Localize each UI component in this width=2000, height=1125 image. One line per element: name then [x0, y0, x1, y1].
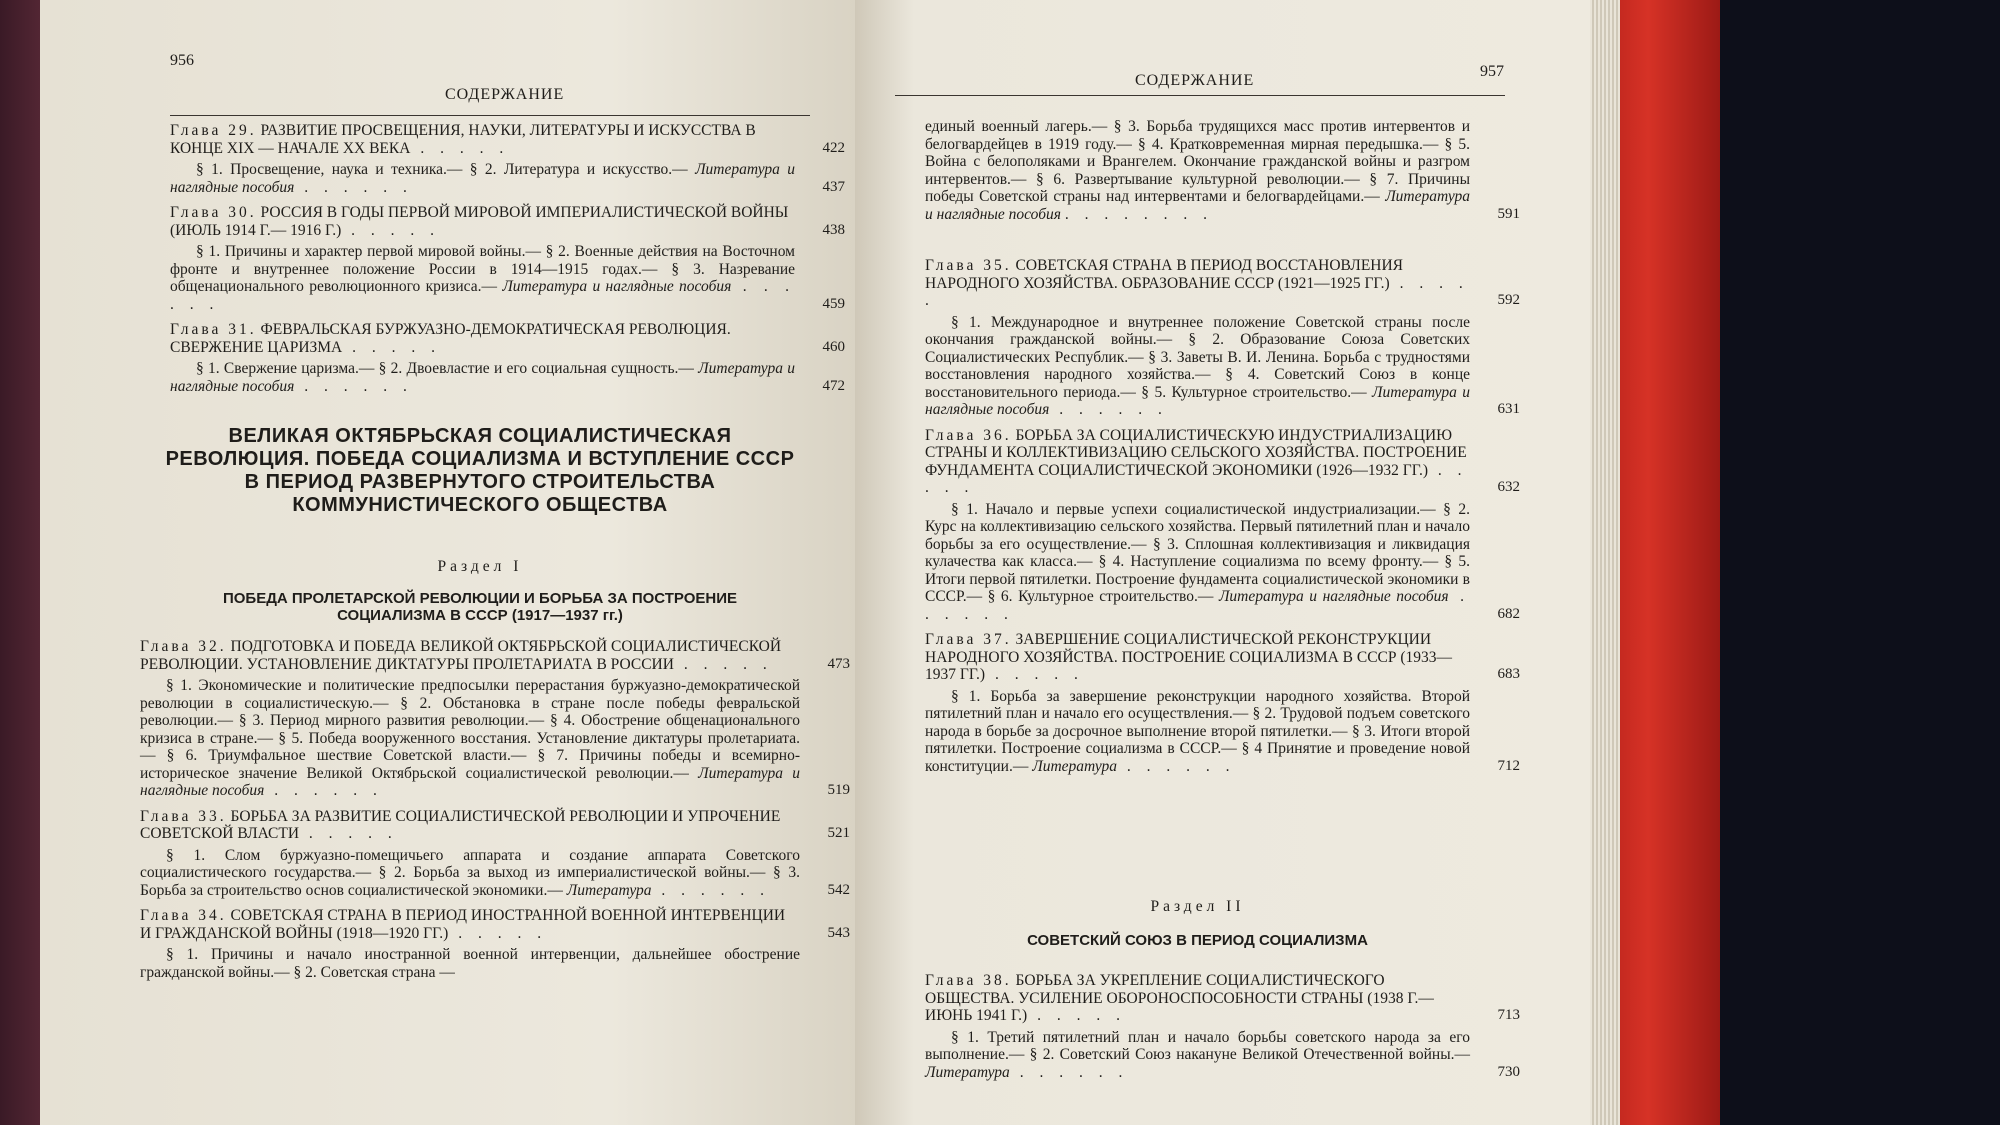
chapter-label: Глава 29. [170, 122, 257, 139]
sections-text: § 1. Международное и внутреннее положение Советской страны после окончания гражданской войны.— § 2. Образование Союза Советских Социалистических Республик.— § 3. Заветы В. И. Ленина. Борьба с трудностями восстановления народного хозяйства.— § 4. Советский Союз в конце восстановительного периода.— § 5. Культурное строительство.— [925, 313, 1470, 401]
literature-page: 519 [827, 782, 850, 798]
sections-text: § 1. Просвещение, наука и техника.— § 2. Литература и искусство.— [196, 161, 688, 178]
literature-page: 631 [1497, 401, 1520, 417]
toc-entry [170, 122, 845, 196]
chapter-heading: Глава 35. СОВЕТСКАЯ СТРАНА В ПЕРИОД ВОССТАНОВЛЕНИЯ НАРОДНОГО ХОЗЯЙСТВА. ОБРАЗОВАНИЕ СССР (1921—1925 ГГ.) . . . . . 592 [925, 257, 1520, 309]
continuation-page: 591 [1497, 205, 1520, 222]
chapter-title: БОРЬБА ЗА РАЗВИТИЕ СОЦИАЛИСТИЧЕСКОЙ РЕВОЛЮЦИИ И УПРОЧЕНИЕ СОВЕТСКОЙ ВЛАСТИ [140, 807, 781, 842]
chapter-sections: § 1. Причины и характер первой мировой войны.— § 2. Военные действия на Восточном фронте и внутреннее положение России в 1914—1915 годах.— § 3. Назревание общенационального революционного кризиса.— Литература и наглядные пособия . . . . . . 459 [170, 243, 845, 313]
chapter-title: ЗАВЕРШЕНИЕ СОЦИАЛИСТИЧЕСКОЙ РЕКОНСТРУКЦИИ НАРОДНОГО ХОЗЯЙСТВА. ПОСТРОЕНИЕ СОЦИАЛИЗМА В СССР (1933—1937 ГГ.) [925, 631, 1453, 683]
literature-page: 472 [822, 377, 845, 394]
section-title-2: СОВЕТСКИЙ СОЮЗ В ПЕРИОД СОЦИАЛИЗМА [1027, 932, 1368, 949]
right-toc-bottom [925, 972, 1520, 1089]
literature-label: Литература и наглядные пособия [170, 360, 795, 395]
page-edges [1590, 0, 1620, 1125]
chapter-heading: Глава 37. ЗАВЕРШЕНИЕ СОЦИАЛИСТИЧЕСКОЙ РЕКОНСТРУКЦИИ НАРОДНОГО ХОЗЯЙСТВА. ПОСТРОЕНИЕ СОЦИАЛИЗМА В СССР (1933—1937 ГГ.) . . . . . 683 [925, 631, 1520, 683]
chapter-page: 473 [827, 655, 850, 672]
right-page-number: 957 [1480, 63, 1504, 80]
chapter-sections: § 1. Третий пятилетний план и начало борьбы советского народа за его выполнение.— § 2. Советский Союз накануне Великой Отечественной войны.— Литература . . . . . . 730 [925, 1028, 1520, 1081]
sections-text: § 1. Экономические и политические предпосылки перерастания буржуазно-демократической революции в социалистическую.— § 2. Обстановка в стране после победы февральской революции.— § 3. Период мирного развития революции.— § 4. Обострение общенационального кризиса в стране.— § 5. Победа вооруженного восстания. Установление диктатуры пролетариата.— § 6. Триумфальное шествие Советской власти.— § 7. Причины победы и всемирно-историческое значение Великой Октябрьской социалистической революции.— [140, 677, 800, 782]
sections-text: § 1. Слом буржуазно-помещичьего аппарата и создание аппарата Советского социалистического государства.— § 2. Борьба за выход из империалистической войны.— § 3. Борьба за строительство основ социалистической экономики.— [140, 846, 800, 899]
chapter-sections: § 1. Начало и первые успехи социалистической индустриализации.— § 2. Курс на коллективизацию сельского хозяйства. Первый пятилетний план и начало борьбы за его осуществление.— § 3. Сплошная коллективизация и ликвидация кулачества как класса.— § 4. Наступление социализма по всему фронту.— § 5. Итоги первой пятилетки. Построение фундамента социалистической экономики в СССР.— § 6. Культурное строительство.— Литература и наглядные пособия . . . . . . 682 [925, 500, 1520, 623]
chapter-title: РОССИЯ В ГОДЫ ПЕРВОЙ МИРОВОЙ ИМПЕРИАЛИСТИЧЕСКОЙ ВОЙНЫ (ИЮЛЬ 1914 Г.— 1916 Г.) [170, 204, 789, 239]
continuation-entry: единый военный лагерь.— § 3. Борьба трудящихся масс против интервентов и белогвардейцев в 1919 году.— § 4. Кратковременная мирная передышка.— § 5. Война с белополяками и Врангелем. Окончание гражданской войны и разгром интервентов.— § 6. Развертывание культурной революции.— § 7. Причины победы Советской страны над интервентами и белогвардейцами.— Литература и наглядные пособия . . . . . . . . 591 [925, 118, 1520, 223]
part-title: ВЕЛИКАЯ ОКТЯБРЬСКАЯ СОЦИАЛИСТИЧЕСКАЯ РЕВОЛЮЦИЯ. ПОБЕДА СОЦИАЛИЗМА И ВСТУПЛЕНИЕ СССР В ПЕРИОД РАЗВЕРНУТОГО СТРОИТЕЛЬСТВА КОММУНИСТИЧЕСКОГО ОБЩЕСТВА [165, 425, 795, 516]
chapter-heading: Глава 34. СОВЕТСКАЯ СТРАНА В ПЕРИОД ИНОСТРАННОЙ ВОЕННОЙ ИНТЕРВЕНЦИИ И ГРАЖДАНСКОЙ ВОЙНЫ (1918—1920 ГГ.) . . . . . 543 [140, 907, 850, 942]
chapter-sections: § 1. Свержение царизма.— § 2. Двоевластие и его социальная сущность.— Литература и наглядные пособия . . . . . . 472 [170, 360, 845, 395]
chapter-heading: Глава 31. ФЕВРАЛЬСКАЯ БУРЖУАЗНО-ДЕМОКРАТИЧЕСКАЯ РЕВОЛЮЦИЯ. СВЕРЖЕНИЕ ЦАРИЗМА . . . . . 460 [170, 321, 845, 356]
left-page [40, 0, 855, 1125]
literature-label: Литература и наглядные пособия [140, 764, 800, 799]
chapter-page: 438 [822, 221, 845, 238]
chapter-label: Глава 34. [140, 907, 227, 924]
right-bottom-entries [925, 972, 1520, 1081]
toc-entry [170, 321, 845, 395]
sections-text: § 1. Причины и начало иностранной военной интервенции, дальнейшее обострение гражданской войны.— § 2. Советская страна — [140, 946, 800, 981]
toc-entry [140, 638, 850, 800]
chapter-page: 592 [1497, 292, 1520, 308]
sections-text: § 1. Причины и характер первой мировой войны.— § 2. Военные действия на Восточном фронте и внутреннее положение России в 1914—1915 годах.— § 3. Назревание общенационального революционного кризиса.— [170, 243, 795, 295]
chapter-title: БОРЬБА ЗА СОЦИАЛИСТИЧЕСКУЮ ИНДУСТРИАЛИЗАЦИЮ СТРАНЫ И КОЛЛЕКТИВИЗАЦИЮ СЕЛЬСКОГО ХОЗЯЙСТВА. ПОСТРОЕНИЕ ФУНДАМЕНТА СОЦИАЛИСТИЧЕСКОЙ ЭКОНОМИКИ (1926—1932 ГГ.) [925, 426, 1467, 479]
chapter-label: Глава 31. [170, 321, 257, 338]
chapter-sections: § 1. Слом буржуазно-помещичьего аппарата и создание аппарата Советского социалистического государства.— § 2. Борьба за выход из империалистической войны.— § 3. Борьба за строительство основ социалистической экономики.— Литература . . . . . . 542 [140, 846, 850, 899]
chapter-heading: Глава 36. БОРЬБА ЗА СОЦИАЛИСТИЧЕСКУЮ ИНДУСТРИАЛИЗАЦИЮ СТРАНЫ И КОЛЛЕКТИВИЗАЦИЮ СЕЛЬСКОГО ХОЗЯЙСТВА. ПОСТРОЕНИЕ ФУНДАМЕНТА СОЦИАЛИСТИЧЕСКОЙ ЭКОНОМИКИ (1926—1932 ГГ.) . . . . . 632 [925, 426, 1520, 496]
chapter-heading: Глава 32. ПОДГОТОВКА И ПОБЕДА ВЕЛИКОЙ ОКТЯБРЬСКОЙ СОЦИАЛИСТИЧЕСКОЙ РЕВОЛЮЦИИ. УСТАНОВЛЕНИЕ ДИКТАТУРЫ ПРОЛЕТАРИАТА В РОССИИ . . . . . 473 [140, 638, 850, 673]
section-label-1: Раздел I [437, 558, 523, 575]
chapter-page: 543 [827, 924, 850, 941]
chapter-label: Глава 38. [925, 972, 1012, 989]
literature-page: 459 [822, 295, 845, 312]
toc-entry [140, 907, 850, 981]
literature-label: Литература и наглядные пособия [1218, 588, 1449, 605]
left-toc-top [170, 122, 845, 403]
literature-page: 730 [1497, 1063, 1520, 1080]
literature-label: Литература и наглядные пособия [502, 278, 732, 295]
literature-label: Литература и наглядные пособия [925, 383, 1470, 418]
continuation-lit: Литература и наглядные пособия [925, 188, 1470, 223]
literature-page: 542 [827, 881, 850, 898]
chapter-sections: § 1. Просвещение, наука и техника.— § 2. Литература и искусство.— Литература и наглядные пособия . . . . . . 437 [170, 161, 845, 196]
literature-label: Литература и наглядные пособия [170, 161, 795, 196]
chapter-label: Глава 30. [170, 204, 257, 221]
chapter-label: Глава 35. [925, 257, 1012, 274]
chapter-page: 683 [1497, 666, 1520, 682]
right-page [855, 0, 1595, 1125]
toc-entry [925, 257, 1520, 419]
chapter-title: ПОДГОТОВКА И ПОБЕДА ВЕЛИКОЙ ОКТЯБРЬСКОЙ СОЦИАЛИСТИЧЕСКОЙ РЕВОЛЮЦИИ. УСТАНОВЛЕНИЕ ДИКТАТУРЫ ПРОЛЕТАРИАТА В РОССИИ [140, 638, 782, 673]
right-top-entries [925, 257, 1520, 775]
right-header-rule [895, 95, 1505, 96]
chapter-heading: Глава 38. БОРЬБА ЗА УКРЕПЛЕНИЕ СОЦИАЛИСТИЧЕСКОГО ОБЩЕСТВА. УСИЛЕНИЕ ОБОРОНОСПОСОБНОСТИ СТРАНЫ (1938 Г.— ИЮНЬ 1941 Г.) . . . . . 713 [925, 972, 1520, 1024]
chapter-label: Глава 36. [925, 426, 1012, 444]
chapter-title: СОВЕТСКАЯ СТРАНА В ПЕРИОД ИНОСТРАННОЙ ВОЕННОЙ ИНТЕРВЕНЦИИ И ГРАЖДАНСКОЙ ВОЙНЫ (1918—1920 ГГ.) [140, 907, 786, 942]
chapter-sections: § 1. Международное и внутреннее положение Советской страны после окончания гражданской войны.— § 2. Образование Союза Советских Социалистических Республик.— § 3. Заветы В. И. Ленина. Борьба с трудностями восстановления народного хозяйства.— § 4. Советский Союз в конце восстановительного периода.— § 5. Культурное строительство.— Литература и наглядные пособия . . . . . . 631 [925, 313, 1520, 418]
left-bottom-entries [140, 638, 850, 981]
chapter-title: ФЕВРАЛЬСКАЯ БУРЖУАЗНО-ДЕМОКРАТИЧЕСКАЯ РЕВОЛЮЦИЯ. СВЕРЖЕНИЕ ЦАРИЗМА [170, 321, 731, 356]
toc-entry [140, 807, 850, 900]
left-top-entries [170, 122, 845, 395]
right-running-head: СОДЕРЖАНИЕ [1135, 72, 1255, 89]
continuation-text: единый военный лагерь.— § 3. Борьба трудящихся масс против интервентов и белогвардейцев в 1919 году.— § 4. Кратковременная мирная передышка.— § 5. Война с белополяками и Врангелем. Окончание гражданской войны и разгром интервентов.— § 6. Развертывание культурной революции.— § 7. Причины победы Советской страны над интервентами и белогвардейцами.— [925, 118, 1470, 205]
section-label-2: Раздел II [1150, 898, 1245, 915]
chapter-heading: Глава 30. РОССИЯ В ГОДЫ ПЕРВОЙ МИРОВОЙ ИМПЕРИАЛИСТИЧЕСКОЙ ВОЙНЫ (ИЮЛЬ 1914 Г.— 1916 Г.) . . . . . 438 [170, 204, 845, 239]
chapter-page: 713 [1497, 1007, 1520, 1023]
chapter-title: БОРЬБА ЗА УКРЕПЛЕНИЕ СОЦИАЛИСТИЧЕСКОГО ОБЩЕСТВА. УСИЛЕНИЕ ОБОРОНОСПОСОБНОСТИ СТРАНЫ (1938 Г.— ИЮНЬ 1941 Г.) [925, 972, 1434, 1024]
chapter-heading: Глава 29. РАЗВИТИЕ ПРОСВЕЩЕНИЯ, НАУКИ, ЛИТЕРАТУРЫ И ИСКУССТВА В КОНЦЕ XIX — НАЧАЛЕ XX ВЕКА . . . . . 422 [170, 122, 845, 157]
toc-entry [925, 972, 1520, 1081]
chapter-page: 460 [822, 338, 845, 355]
left-running-head: СОДЕРЖАНИЕ [445, 86, 565, 103]
literature-page: 437 [822, 178, 845, 195]
left-header-rule [170, 115, 810, 116]
toc-entry [925, 631, 1520, 775]
toc-entry [170, 204, 845, 313]
chapter-page: 521 [827, 825, 850, 841]
chapter-heading: Глава 33. БОРЬБА ЗА РАЗВИТИЕ СОЦИАЛИСТИЧЕСКОЙ РЕВОЛЮЦИИ И УПРОЧЕНИЕ СОВЕТСКОЙ ВЛАСТИ . . . . . 521 [140, 807, 850, 842]
chapter-label: Глава 32. [140, 638, 227, 655]
right-toc-top [925, 118, 1520, 783]
literature-page: 682 [1497, 605, 1520, 622]
left-page-number: 956 [170, 52, 194, 69]
chapter-title: РАЗВИТИЕ ПРОСВЕЩЕНИЯ, НАУКИ, ЛИТЕРАТУРЫ И ИСКУССТВА В КОНЦЕ XIX — НАЧАЛЕ XX ВЕКА [170, 122, 756, 157]
sections-text: § 1. Начало и первые успехи социалистической индустриализации.— § 2. Курс на коллективизацию сельского хозяйства. Первый пятилетний план и начало борьбы за его осуществление.— § 3. Сплошная коллективизация и ликвидация кулачества как класса.— § 4. Наступление социализма по всему фронту.— § 5. Итоги первой пятилетки. Построение фундамента социалистической экономики в СССР.— § 6. Культурное строительство.— [925, 500, 1470, 605]
literature-label: Литература [1032, 757, 1118, 775]
literature-label: Литература [566, 881, 652, 899]
chapter-sections [140, 946, 800, 981]
sections-text: § 1. Борьба за завершение реконструкции народного хозяйства. Второй пятилетний план и начало его осуществления.— § 2. Трудовой подъем советского народа в борьбе за досрочное выполнение второй пятилетки.— § 3. Итоги второй пятилетки. Построение социализма в СССР.— § 4 Принятие и проведение новой конституции.— [925, 687, 1470, 775]
literature-label: Литература [925, 1063, 1010, 1081]
chapter-sections: § 1. Борьба за завершение реконструкции народного хозяйства. Второй пятилетний план и начало его осуществления.— § 2. Трудовой подъем советского народа в борьбе за досрочное выполнение второй пятилетки.— § 3. Итоги второй пятилетки. Построение социализма в СССР.— § 4 Принятие и проведение новой конституции.— Литература . . . . . . 712 [925, 687, 1520, 775]
sections-text: § 1. Третий пятилетний план и начало борьбы советского народа за его выполнение.— § 2. Советский Союз накануне Великой Отечественной войны.— [925, 1028, 1470, 1063]
sections-text: § 1. Свержение царизма.— § 2. Двоевластие и его социальная сущность.— [196, 360, 694, 377]
chapter-label: Глава 37. [925, 631, 1012, 648]
chapter-title: СОВЕТСКАЯ СТРАНА В ПЕРИОД ВОССТАНОВЛЕНИЯ НАРОДНОГО ХОЗЯЙСТВА. ОБРАЗОВАНИЕ СССР (1921—1925 ГГ.) [925, 257, 1404, 292]
left-toc-bottom [140, 638, 850, 989]
chapter-sections: § 1. Экономические и политические предпосылки перерастания буржуазно-демократической революции в социалистическую.— § 2. Обстановка в стране после победы февральской революции.— § 3. Период мирного развития революции.— § 4. Обострение общенационального кризиса в стране.— § 5. Победа вооруженного восстания. Установление диктатуры пролетариата.— § 6. Триумфальное шествие Советской власти.— § 7. Причины победы и всемирно-историческое значение Великой Октябрьской социалистической революции.— Литература и наглядные пособия . . . . . . 519 [140, 677, 850, 799]
chapter-page: 422 [822, 139, 845, 156]
chapter-page: 632 [1497, 479, 1520, 495]
section-title-1: ПОБЕДА ПРОЛЕТАРСКОЙ РЕВОЛЮЦИИ И БОРЬБА ЗА ПОСТРОЕНИЕ СОЦИАЛИЗМА В СССР (1917—1937 гг.) [222, 590, 738, 624]
toc-entry [925, 426, 1520, 624]
literature-page: 712 [1497, 757, 1520, 774]
chapter-label: Глава 33. [140, 807, 227, 825]
